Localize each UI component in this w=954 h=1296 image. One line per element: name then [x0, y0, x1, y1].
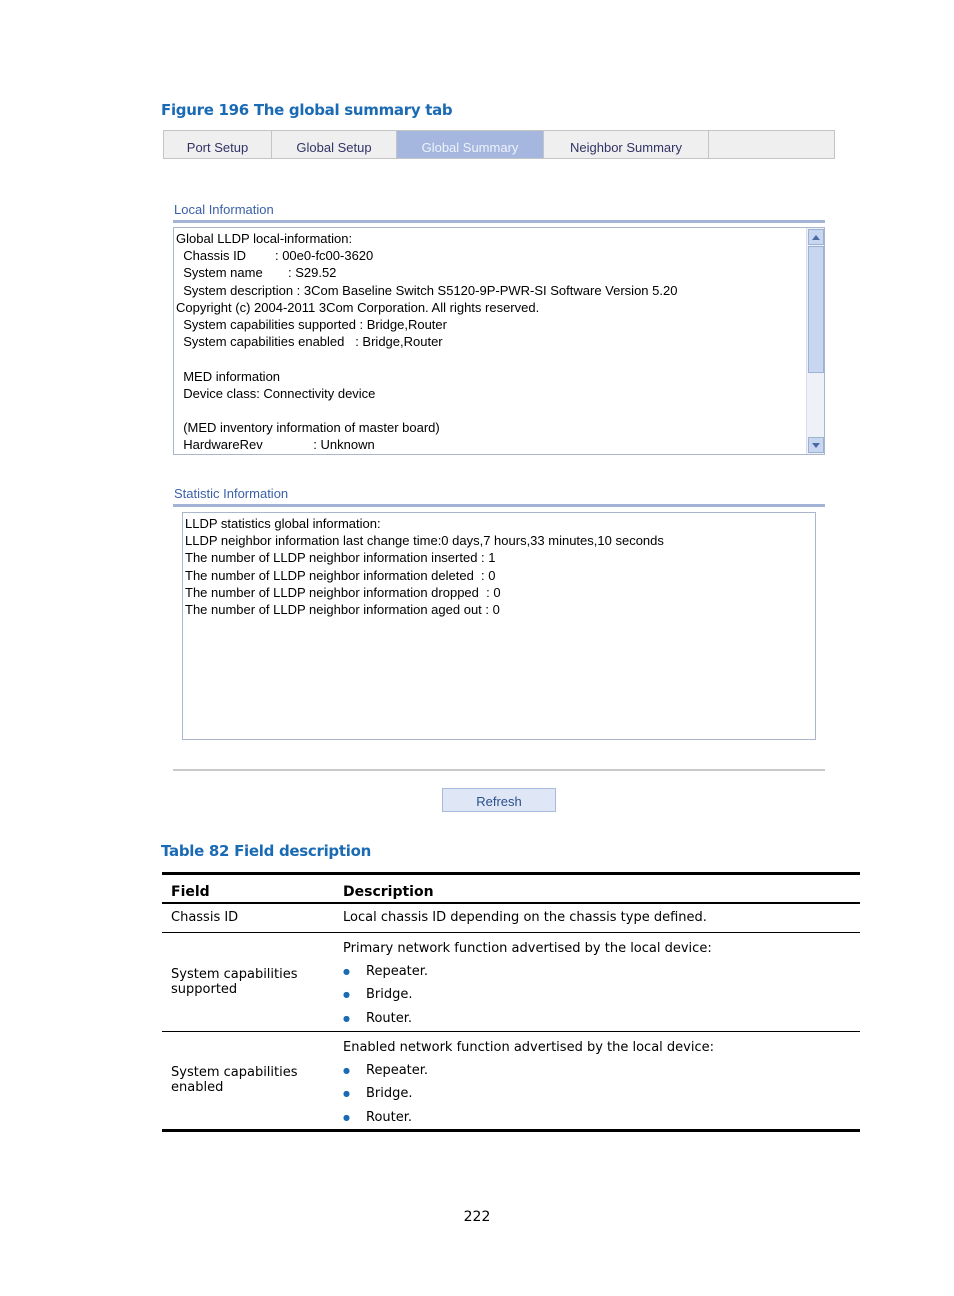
local-info-line — [176, 350, 806, 367]
tab-bar — [163, 130, 835, 159]
refresh-button[interactable]: Refresh — [442, 788, 556, 812]
statistic-info-line: LLDP neighbor information last change time:0 days,7 hours,33 minutes,10 seconds — [185, 533, 664, 549]
tab-bar-filler — [709, 131, 834, 158]
header-description: Description — [334, 874, 860, 904]
list-item: ● Router. — [343, 1106, 852, 1130]
statistic-info-line: The number of LLDP neighbor information dropped : 0 — [185, 584, 501, 600]
tab-global-summary[interactable]: Global Summary — [397, 131, 544, 158]
local-info-line: Copyright (c) 2004-2011 3Com Corporation. All rights reserved. — [176, 299, 540, 315]
bullet-list — [343, 1059, 852, 1130]
scroll-up-icon[interactable] — [808, 229, 824, 245]
statistic-info-line: LLDP statistics global information: — [185, 516, 381, 531]
list-item: ● Bridge. — [343, 983, 852, 1007]
field-description-table — [162, 872, 860, 1132]
local-info-line: Global LLDP local-information: — [176, 231, 353, 246]
local-info-title: Local Information — [174, 202, 274, 217]
divider — [173, 769, 825, 771]
local-info-line: System capabilities supported : Bridge,Router — [176, 317, 447, 333]
local-info-line: Device class: Connectivity device — [176, 385, 376, 401]
local-info-text — [174, 228, 806, 454]
tab-neighbor-summary[interactable]: Neighbor Summary — [544, 131, 709, 158]
local-info-scrollbar[interactable] — [806, 228, 824, 454]
page-number: 222 — [463, 1209, 491, 1225]
description-text: Enabled network function advertised by the local device: — [343, 1039, 714, 1055]
bullet-list — [343, 960, 852, 1031]
scroll-down-icon[interactable] — [808, 437, 824, 453]
field-cell: Chassis ID — [162, 903, 334, 932]
description-cell — [334, 1031, 860, 1131]
description-cell — [334, 932, 860, 1031]
local-info-line: MED information — [176, 368, 281, 384]
scroll-thumb[interactable] — [808, 246, 824, 373]
field-cell: System capabilities supported — [162, 932, 334, 1031]
local-info-textbox[interactable] — [173, 227, 825, 455]
local-info-line: System capabilities enabled : Bridge,Router — [176, 334, 443, 350]
statistic-info-textbox[interactable] — [182, 512, 816, 740]
table-header-row — [162, 874, 860, 904]
header-field: Field — [162, 874, 334, 904]
local-info-line: System description : 3Com Baseline Switch S5120-9P-PWR-SI Software Version 5.20 — [176, 282, 678, 298]
list-item: ● Repeater. — [343, 960, 852, 984]
description-text: Primary network function advertised by the local device: — [343, 940, 712, 956]
statistic-info-title: Statistic Information — [174, 486, 289, 501]
statistic-info-rule — [173, 504, 825, 507]
local-info-line: HardwareRev : Unknown — [176, 437, 375, 453]
statistic-info-line: The number of LLDP neighbor information aged out : 0 — [185, 602, 500, 618]
table-row — [162, 1031, 860, 1131]
table-row — [162, 903, 860, 932]
local-info-line: Chassis ID : 00e0-fc00-3620 — [176, 248, 374, 264]
figure-caption: Figure 196 The global summary tab — [161, 101, 453, 119]
list-item: ● Bridge. — [343, 1082, 852, 1106]
statistic-info-line: The number of LLDP neighbor information inserted : 1 — [185, 550, 496, 566]
field-cell: System capabilities enabled — [162, 1031, 334, 1131]
local-info-rule — [173, 220, 825, 223]
local-info-line: System name : S29.52 — [176, 265, 337, 281]
tab-global-setup[interactable]: Global Setup — [272, 131, 397, 158]
list-item: ● Router. — [343, 1007, 852, 1031]
table-row — [162, 932, 860, 1031]
local-info-line — [176, 402, 806, 419]
local-info-line: (MED inventory information of master board) — [176, 420, 440, 436]
table-caption: Table 82 Field description — [161, 842, 371, 860]
statistic-info-line: The number of LLDP neighbor information deleted : 0 — [185, 567, 496, 583]
description-cell: Local chassis ID depending on the chassis type defined. — [334, 903, 860, 932]
tab-port-setup[interactable]: Port Setup — [164, 131, 272, 158]
list-item: ● Repeater. — [343, 1059, 852, 1083]
statistic-info-text — [183, 513, 815, 618]
